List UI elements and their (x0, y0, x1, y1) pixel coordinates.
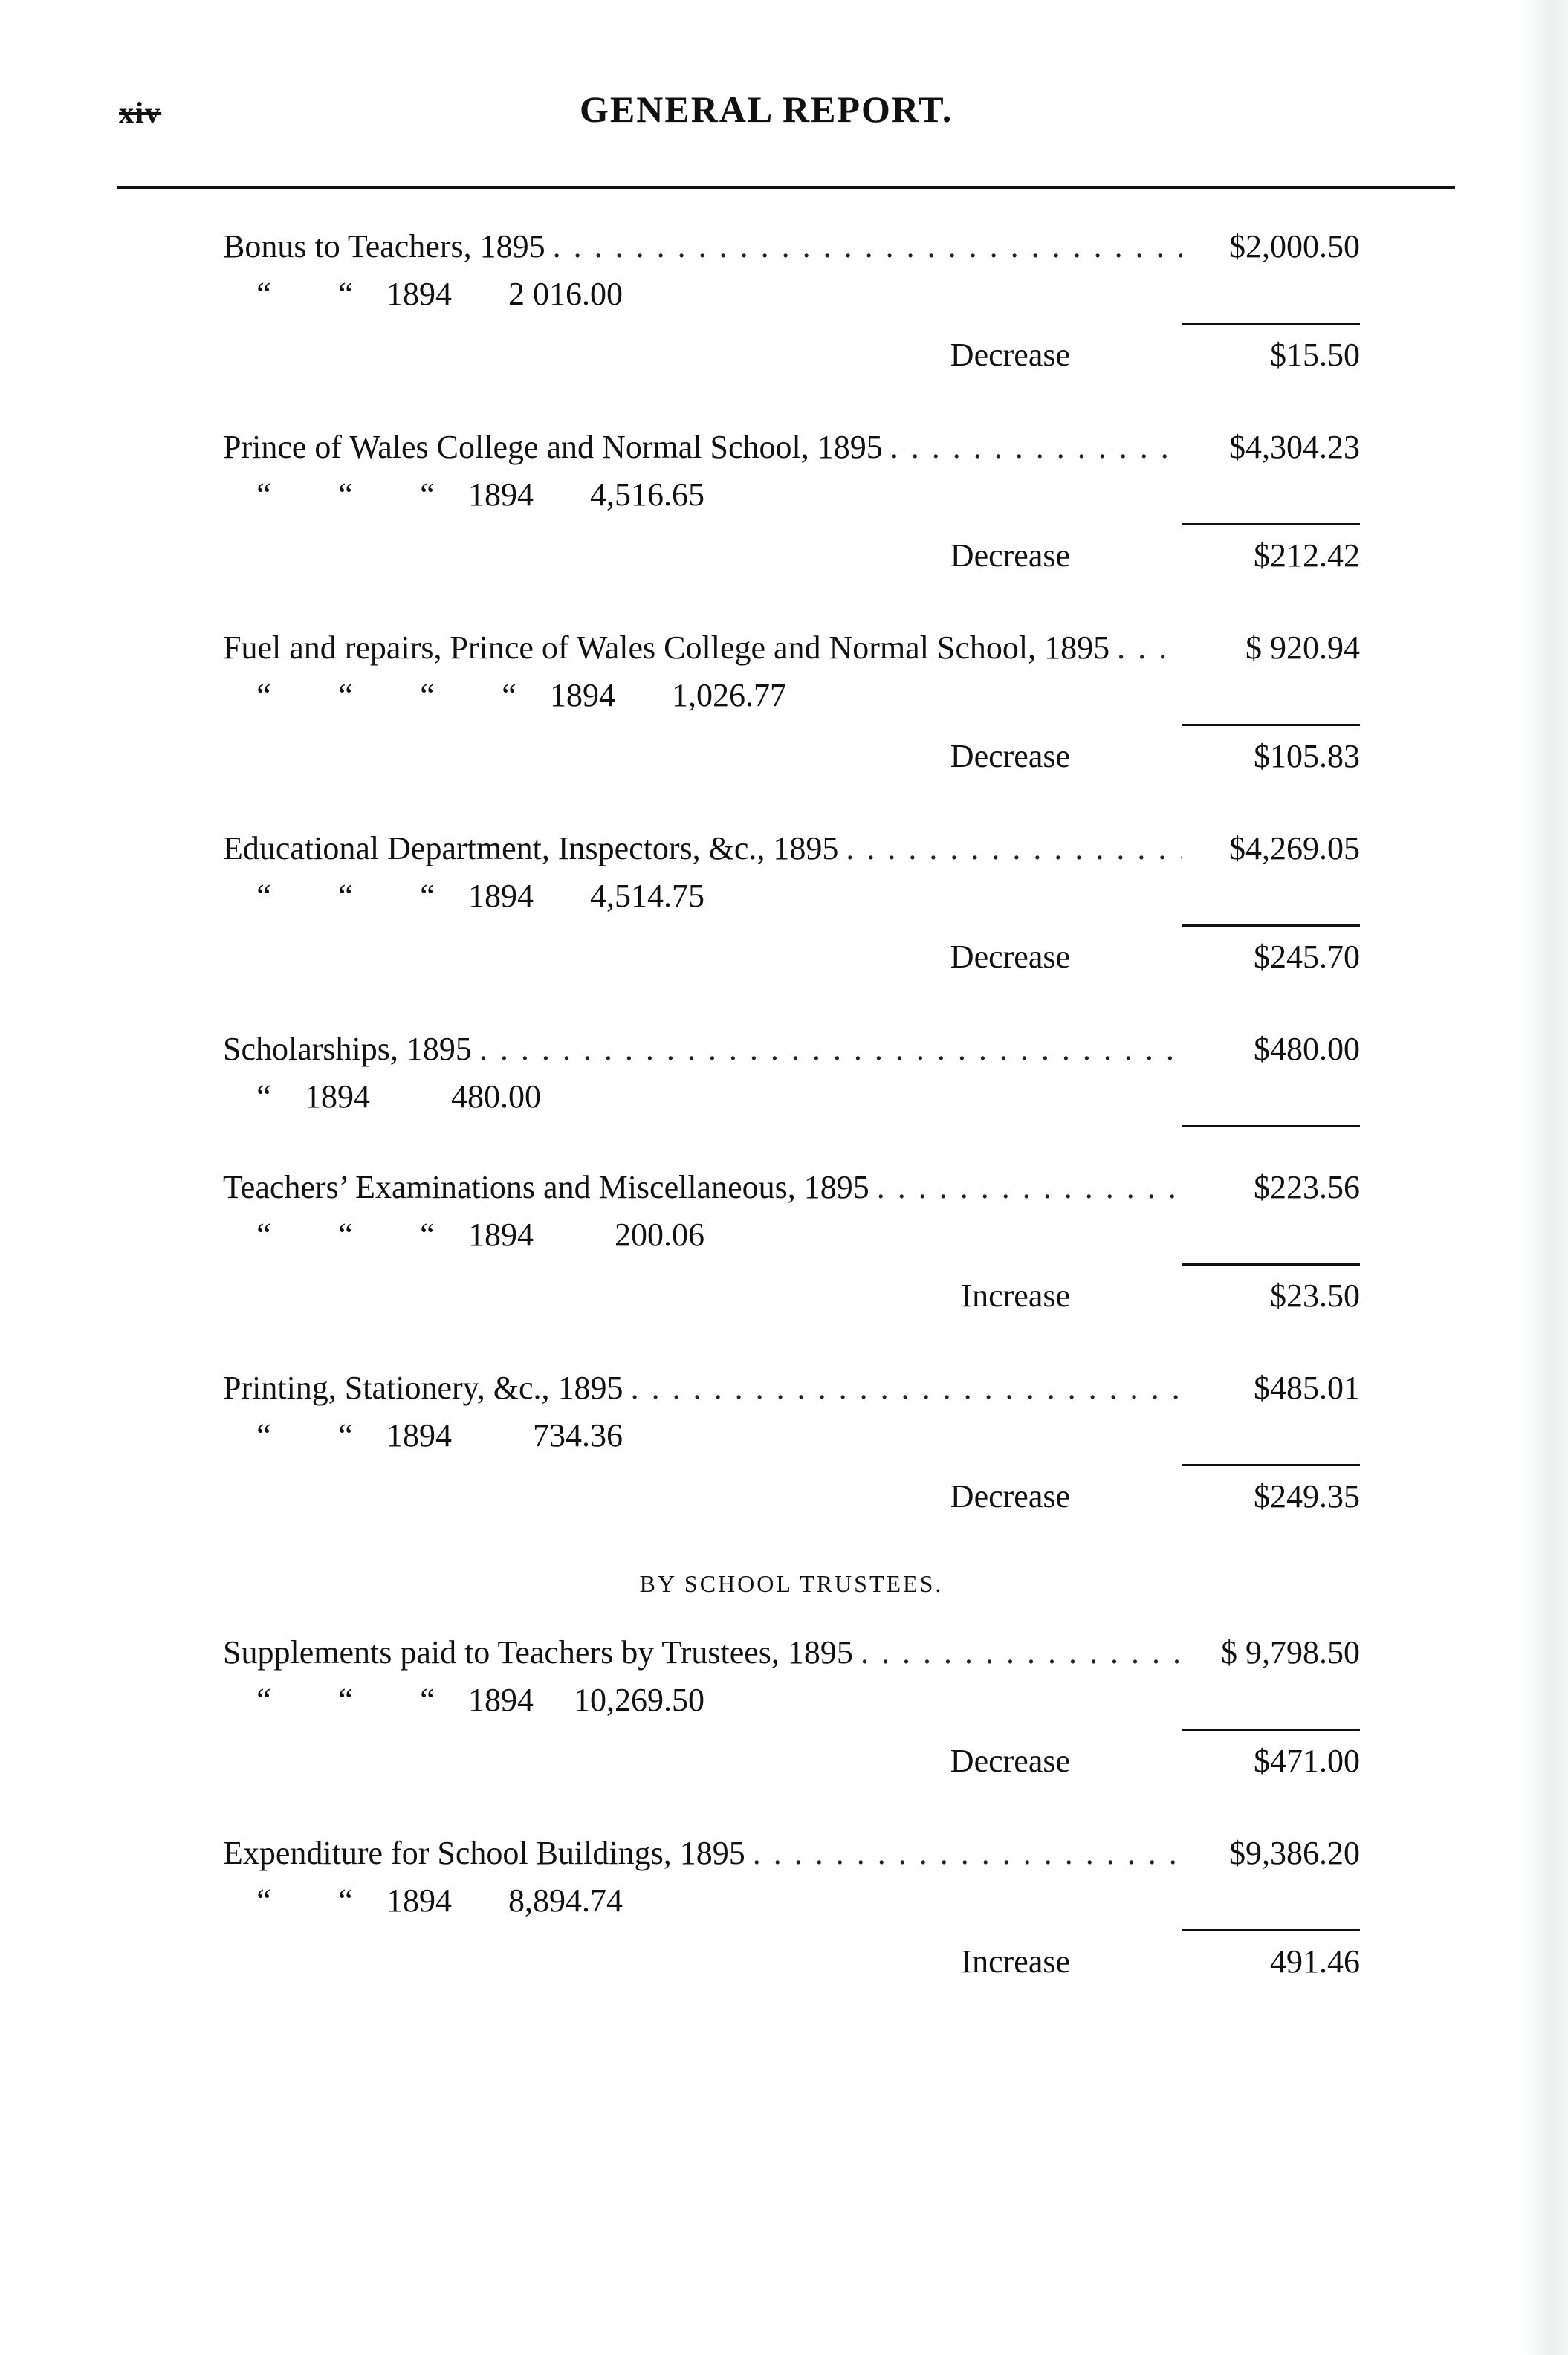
leader-dots (631, 1364, 1182, 1412)
difference-label: Increase (961, 1277, 1070, 1314)
sum-rule-line (1182, 1729, 1360, 1731)
amount-1895: $ 920.94 (1245, 629, 1360, 666)
ditto-mark: “ (502, 677, 516, 713)
expenditure-section (223, 1629, 1360, 1785)
sum-rule (223, 1925, 1360, 1938)
expenditure-section (223, 1830, 1360, 1986)
row-1895 (223, 624, 1360, 672)
difference-label: Increase (961, 1943, 1070, 1980)
item-label-1895: Expenditure for School Buildings, 1895 (223, 1835, 745, 1871)
year-1894: 1894 (305, 1078, 370, 1115)
page-title: GENERAL REPORT. (580, 88, 953, 130)
row-1894 (223, 1877, 1360, 1925)
row-1895 (223, 1830, 1360, 1877)
amount-1894: 4,514.75 (590, 878, 704, 914)
difference-row (223, 331, 1360, 379)
trustees-heading: BY SCHOOL TRUSTEES. (639, 1570, 944, 1597)
difference-row (223, 933, 1360, 981)
ditto-mark: “ (338, 1417, 353, 1454)
ditto-mark: “ (256, 1417, 271, 1454)
item-label-1895: Printing, Stationery, &c., 1895 (223, 1370, 623, 1406)
amount-1894: 10,269.50 (574, 1682, 704, 1718)
leader-dots (890, 424, 1182, 471)
ditto-mark: “ (256, 476, 271, 513)
item-label-1895: Supplements paid to Teachers by Trustees, 1895 (223, 1634, 853, 1671)
item-label-1895: Teachers’ Examinations and Miscellaneous, 1895 (223, 1169, 869, 1205)
ditto-mark: “ (338, 1217, 353, 1253)
amount-1895: $9,386.20 (1229, 1835, 1360, 1871)
amount-1894: 2 016.00 (508, 276, 623, 312)
row-1895 (223, 223, 1360, 271)
difference-amount: $212.42 (1254, 537, 1360, 574)
item-label-1895: Scholarships, 1895 (223, 1031, 472, 1067)
row-1894 (223, 672, 1360, 719)
amount-1894: 8,894.74 (508, 1882, 623, 1919)
leader-dots (753, 1830, 1182, 1877)
trustee-sections (223, 1629, 1360, 1986)
row-1894 (223, 1677, 1360, 1724)
row-1894 (223, 1073, 1360, 1121)
sum-rule (223, 1121, 1360, 1134)
leader-dots (479, 1026, 1182, 1073)
expenditure-section (223, 825, 1360, 981)
ditto-mark: “ (256, 1682, 271, 1718)
sum-rule (223, 1259, 1360, 1272)
ditto-mark: “ (256, 878, 271, 914)
difference-label: Decrease (950, 337, 1070, 373)
sum-rule-line (1182, 1125, 1360, 1127)
ditto-mark: “ (420, 878, 435, 914)
row-1895 (223, 1629, 1360, 1677)
difference-row (223, 532, 1360, 580)
ditto-mark: “ (338, 1682, 353, 1718)
item-label-1895: Educational Department, Inspectors, &c., 1895 (223, 830, 839, 866)
item-label-1895: Prince of Wales College and Normal School, 1895 (223, 429, 883, 465)
amount-1894: 1,026.77 (672, 677, 786, 713)
year-1894: 1894 (468, 476, 534, 513)
leader-dots (1117, 624, 1182, 672)
item-label-1895: Fuel and repairs, Prince of Wales College and Normal School, 1895 (223, 629, 1110, 666)
sum-rule-line (1182, 924, 1360, 927)
amount-1895: $480.00 (1254, 1031, 1360, 1067)
amount-1895: $485.01 (1254, 1370, 1360, 1406)
year-1894: 1894 (468, 1682, 534, 1718)
row-1894 (223, 271, 1360, 318)
sum-rule-line (1182, 1263, 1360, 1266)
row-1895 (223, 1364, 1360, 1412)
amount-1895: $2,000.50 (1229, 228, 1360, 265)
difference-amount: 491.46 (1270, 1943, 1360, 1980)
ditto-mark: “ (256, 1217, 271, 1253)
year-1894: 1894 (468, 878, 534, 914)
ditto-mark: “ (256, 1882, 271, 1919)
difference-label: Decrease (950, 537, 1070, 574)
row-1895 (223, 424, 1360, 471)
row-1894 (223, 471, 1360, 519)
leader-dots (553, 223, 1182, 271)
ditto-mark: “ (338, 276, 353, 312)
ditto-mark: “ (338, 677, 353, 713)
difference-amount: $471.00 (1254, 1743, 1360, 1779)
difference-amount: $245.70 (1254, 939, 1360, 975)
page-number: xiv (119, 96, 162, 129)
sum-rule (223, 1460, 1360, 1473)
row-1895 (223, 1164, 1360, 1211)
page-header (111, 88, 1449, 147)
leader-dots (846, 825, 1182, 872)
ditto-mark: “ (420, 677, 435, 713)
year-1894: 1894 (468, 1217, 534, 1253)
difference-label: Decrease (950, 738, 1070, 774)
ditto-mark: “ (338, 878, 353, 914)
ditto-mark: “ (338, 476, 353, 513)
ditto-mark: “ (256, 677, 271, 713)
sum-rule-line (1182, 1929, 1360, 1931)
expenditure-section (223, 1164, 1360, 1320)
expenditure-sections (223, 223, 1360, 1520)
row-1894 (223, 1412, 1360, 1460)
year-1894: 1894 (386, 276, 452, 312)
leader-dots (877, 1164, 1182, 1211)
year-1894: 1894 (386, 1882, 452, 1919)
year-1894: 1894 (386, 1417, 452, 1454)
leader-dots (861, 1629, 1182, 1677)
amount-1894: 4,516.65 (590, 476, 704, 513)
report-body (223, 223, 1360, 2030)
difference-label: Decrease (950, 939, 1070, 975)
expenditure-section (223, 424, 1360, 580)
expenditure-section (223, 624, 1360, 780)
expenditure-section (223, 1026, 1360, 1134)
amount-1894: 480.00 (451, 1078, 541, 1115)
sum-rule-line (1182, 523, 1360, 525)
difference-label: Decrease (950, 1743, 1070, 1779)
header-rule (117, 186, 1455, 189)
year-1894: 1894 (550, 677, 615, 713)
sum-rule-line (1182, 1464, 1360, 1466)
amount-1894: 734.36 (533, 1417, 623, 1454)
difference-label: Decrease (950, 1478, 1070, 1515)
sum-rule (223, 519, 1360, 532)
ditto-mark: “ (420, 1217, 435, 1253)
sum-rule (223, 920, 1360, 933)
difference-amount: $249.35 (1254, 1478, 1360, 1515)
sum-rule (223, 719, 1360, 733)
sum-rule-line (1182, 724, 1360, 726)
difference-row (223, 1272, 1360, 1320)
difference-row (223, 1737, 1360, 1785)
sum-rule-line (1182, 323, 1360, 325)
row-1895 (223, 1026, 1360, 1073)
item-label-1895: Bonus to Teachers, 1895 (223, 228, 545, 265)
amount-1894: 200.06 (615, 1217, 704, 1253)
difference-amount: $23.50 (1270, 1277, 1360, 1314)
ditto-mark: “ (256, 276, 271, 312)
ditto-mark: “ (420, 1682, 435, 1718)
row-1895 (223, 825, 1360, 872)
amount-1895: $ 9,798.50 (1221, 1634, 1360, 1671)
sum-rule (223, 318, 1360, 331)
difference-row (223, 733, 1360, 780)
ditto-mark: “ (338, 1882, 353, 1919)
page-edge-shadow (1523, 0, 1568, 2355)
row-1894 (223, 1211, 1360, 1259)
row-1894 (223, 872, 1360, 920)
expenditure-section (223, 1364, 1360, 1520)
amount-1895: $4,269.05 (1229, 830, 1360, 866)
difference-amount: $105.83 (1254, 738, 1360, 774)
amount-1895: $4,304.23 (1229, 429, 1360, 465)
difference-row (223, 1938, 1360, 1986)
sum-rule (223, 1724, 1360, 1737)
expenditure-section (223, 223, 1360, 379)
ditto-mark: “ (420, 476, 435, 513)
difference-amount: $15.50 (1270, 337, 1360, 373)
amount-1895: $223.56 (1254, 1169, 1360, 1205)
difference-row (223, 1473, 1360, 1520)
ditto-mark: “ (256, 1078, 271, 1115)
